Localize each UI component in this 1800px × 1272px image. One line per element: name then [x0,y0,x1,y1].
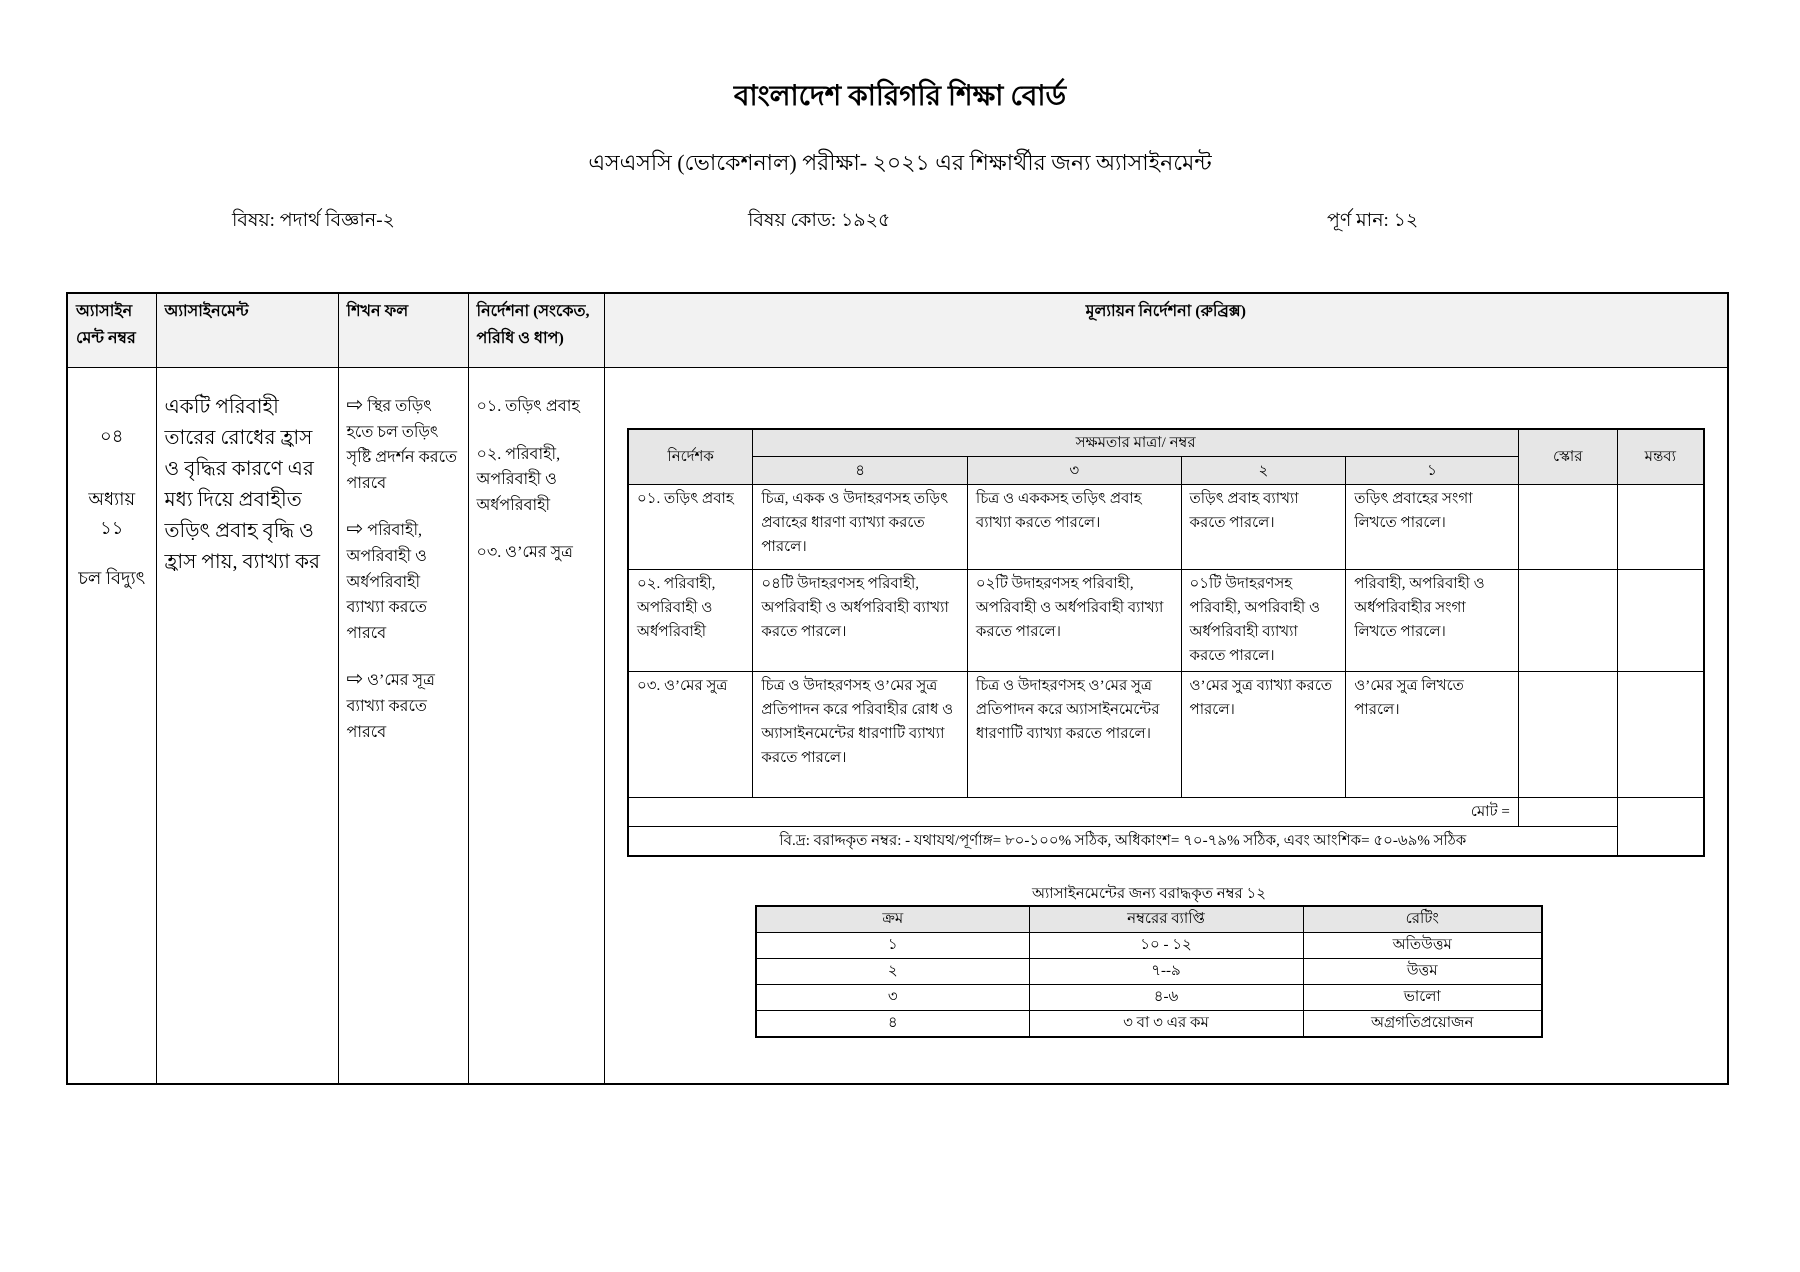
rubric-row [628,570,1704,672]
level-4: ৪ [753,457,968,485]
rubric-header-indicator: নির্দেশক [628,429,753,485]
header-guideline: নির্দেশনা (সংকেত, পরিধি ও ধাপ) [468,293,604,368]
rubric-cell: চিত্র ও উদাহরণসহ ও’মের সুত্র প্রতিপাদন করে পরিবাহীর রোধ ও অ্যাসাইনমেন্টের ধারণাটি ব্যাখ্যা করতে পারলে। [753,672,968,798]
assignment-number: ০৪ [100,426,124,446]
learning-outcomes [338,368,468,1085]
rubric-note-row [628,827,1704,857]
rating-row [756,959,1542,985]
rating-serial: ১ [756,933,1029,959]
rubric-cell: ও’মের সুত্র ব্যাখ্যা করতে পারলে। [1181,672,1346,798]
rubric-row [628,485,1704,570]
score-cell[interactable] [1518,485,1617,570]
rubric-header-row [628,429,1704,457]
rubric-cell: চিত্র, একক ও উদাহরণসহ তড়িৎ প্রবাহের ধারণা ব্যাখ্যা করতে পারলে। [753,485,968,570]
arrow-right-icon: ⇨ [346,518,364,541]
score-cell[interactable] [1518,672,1617,798]
rating-row [756,1011,1542,1038]
level-1: ১ [1346,457,1519,485]
rubric-cell: ও’মের সুত্র লিখতে পারলে। [1346,672,1519,798]
score-cell[interactable] [1518,570,1617,672]
rubric-cell: ০৪টি উদাহরণসহ পরিবাহী, অপরিবাহী ও অর্ধপরিবাহী ব্যাখ্যা করতে পারলে। [753,570,968,672]
rating-range: ৪-৬ [1029,985,1303,1011]
rating-row [756,933,1542,959]
rubric-header-remark: মন্তব্য [1617,429,1704,485]
header-assignment-no: অ্যাসাইন মেন্ট নম্বর [67,293,156,368]
remark-cell[interactable] [1617,485,1704,570]
rating-title: অ্যাসাইনমেন্টের জন্য বরাদ্ধকৃত নম্বর ১২ [1031,886,1267,902]
table-header-row [67,293,1728,368]
chapter-number: ১১ [100,517,124,538]
arrow-right-icon: ⇨ [346,668,364,691]
arrow-right-icon: ⇨ [346,394,364,416]
learning-outcome-item: ⇨ ও’মের সূত্র ব্যাখ্যা করতে পারবে [346,668,435,741]
header-rubric: মূল্যায়ন নির্দেশনা (রুব্রিক্স) [604,293,1728,368]
rating-value: অতিউত্তম [1303,933,1542,959]
chapter-label: অধ্যায় [88,488,136,509]
rubric-indicator: ০৩. ও’মের সুত্র [628,672,753,798]
rubric-cell: ০২টি উদাহরণসহ পরিবাহী, অপরিবাহী ও অর্ধপরিবাহী ব্যাখ্যা করতে পারলে। [967,570,1181,672]
rating-range: ৩ বা ৩ এর কম [1029,1011,1303,1038]
rubric-row [628,672,1704,798]
header-learning-outcome: শিখন ফল [338,293,468,368]
level-2: ২ [1181,457,1346,485]
subject: বিষয়: পদার্থ বিজ্ঞান-২ [232,210,395,231]
assignment-text: একটি পরিবাহী তারের রোধের হ্রাস ও বৃদ্ধির কারণে এর মধ্য দিয়ে প্রবাহীত তড়িৎ প্রবাহ বৃদ্ধি ও হ্রাস পায়, ব্যাখ্যা কর [156,368,338,1085]
rubric-cell: তড়িৎ প্রবাহ ব্যাখ্যা করতে পারলে। [1181,485,1346,570]
guideline-item: ০১. তড়িৎ প্রবাহ [476,398,580,415]
rating-row [756,985,1542,1011]
rubric-indicator: ০২. পরিবাহী, অপরিবাহী ও অর্ধপরিবাহী [628,570,753,672]
rubric-cell: পরিবাহী, অপরিবাহী ও অর্ধপরিবাহীর সংগা লিখতে পারলে। [1346,570,1519,672]
rubric-total-row [628,798,1704,827]
rating-serial: ৪ [756,1011,1029,1038]
rubric-cell: ০১টি উদাহরণসহ পরিবাহী, অপরিবাহী ও অর্ধপরিবাহী ব্যাখ্যা করতে পারলে। [1181,570,1346,672]
total-score-cell[interactable] [1518,798,1617,827]
rating-header-row [756,906,1542,933]
remark-cell[interactable] [1617,798,1704,857]
document-subtitle: এসএসসি (ভোকেশনাল) পরীক্ষা- ২০২১ এর শিক্ষার্থীর জন্য অ্যাসাইনমেন্ট [588,150,1212,175]
rubric-cell: চিত্র ও এককসহ তড়িৎ প্রবাহ ব্যাখ্যা করতে পারলে। [967,485,1181,570]
learning-outcome-item: ⇨ পরিবাহী, অপরিবাহী ও অর্ধপরিবাহী ব্যাখ্যা করতে পারবে [346,518,427,642]
assignment-number-cell [67,368,156,1085]
total-label: মোট = [628,798,1518,827]
rubric-note: বি.দ্র: বরাদ্দকৃত নম্বর: - যথাযথ/পূর্ণাঙ্গ= ৮০-১০০% সঠিক, অধিকাংশ= ৭০-৭৯% সঠিক, এবং আংশিক= ৫০-৬৯% সঠিক [628,827,1617,857]
document-title: বাংলাদেশ কারিগরি শিক্ষা বোর্ড [733,81,1067,112]
level-3: ৩ [967,457,1181,485]
subject-code: বিষয় কোড: ১৯২৫ [748,210,891,231]
guideline-item: ০৩. ও’মের সুত্র [476,544,573,562]
remark-cell[interactable] [1617,672,1704,798]
header-assignment: অ্যাসাইনমেন্ট [156,293,338,368]
rating-value: উত্তম [1303,959,1542,985]
remark-cell[interactable] [1617,570,1704,672]
rating-serial: ২ [756,959,1029,985]
rating-header-rating: রেটিং [1303,906,1542,933]
learning-outcome-item: ⇨ স্থির তড়িৎ হতে চল তড়িৎ সৃষ্টি প্রদর্শন করতে পারবে [346,394,458,492]
rating-table [755,905,1543,1038]
rubric-table [627,428,1705,857]
rating-range: ৭--৯ [1029,959,1303,985]
rating-range: ১০ - ১২ [1029,933,1303,959]
rubric-indicator: ০১. তড়িৎ প্রবাহ [628,485,753,570]
rating-header-serial: ক্রম [756,906,1029,933]
full-marks: পূর্ণ মান: ১২ [1327,210,1419,231]
rubric-header-level: সক্ষমতার মাত্রা/ নম্বর [753,429,1519,457]
rating-header-range: নম্বরের ব্যাপ্তি [1029,906,1303,933]
rating-serial: ৩ [756,985,1029,1011]
rubric-cell: তড়িৎ প্রবাহের সংগা লিখতে পারলে। [1346,485,1519,570]
rubric-header-score: স্কোর [1518,429,1617,485]
rating-value: ভালো [1303,985,1542,1011]
guidelines [468,368,604,1085]
rubric-cell: চিত্র ও উদাহরণসহ ও’মের সুত্র প্রতিপাদন করে অ্যাসাইনমেন্টের ধারণাটি ব্যাখ্যা করতে পারলে। [967,672,1181,798]
rating-value: অগ্রগতিপ্রয়োজন [1303,1011,1542,1038]
chapter-name: চল বিদ্যুৎ [78,568,146,589]
guideline-item: ০২. পরিবাহী, অপরিবাহী ও অর্ধপরিবাহী [476,445,561,514]
